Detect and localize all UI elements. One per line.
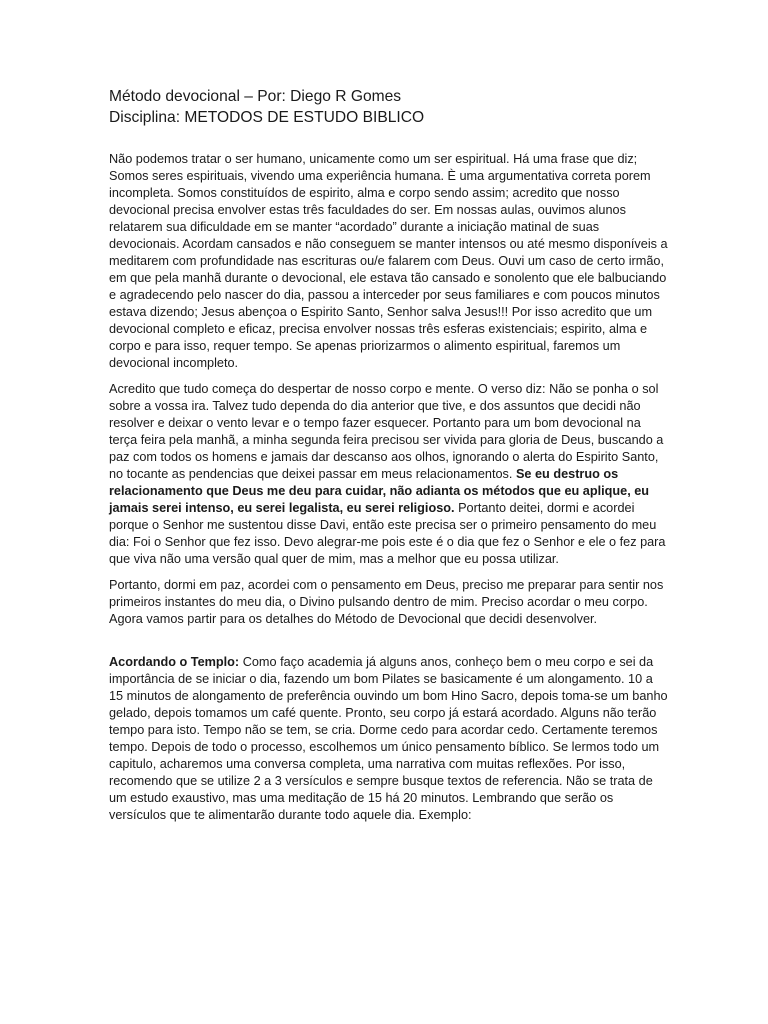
paragraph-2-text-b: Portanto deitei, dormi e acordei porque o Senhor me sustentou disse Davi, então este precisa ser o primeiro pensamento do meu dia: Foi o Senhor que fez isso. Devo alegrar-me pois este é o dia que fez o Senhor e ele o fez para que viva não uma versão qual quer de mim, mas a melhor que eu possa utilizar.: [109, 501, 666, 566]
paragraph-4-text: Como faço academia já alguns anos, conheço bem o meu corpo e sei da importância de se iniciar o dia, fazendo um bom Pilates se basicamente é um alongamento. 10 a 15 minutos de alongamento de preferência ouvindo um bom Hino Sacro, depois toma-se um banho gelado, depois tomamos um café quente. Pronto, seu corpo já estará acordado. Alguns não terão tempo para isto. Tempo não se tem, se cria. Dorme cedo para acordar cedo. Certamente teremos tempo. Depois de todo o processo, escolhemos um único pensamento bíblico. Se lermos todo um capitulo, acharemos uma conversa completa, uma narrativa com muitas reflexões. Por isso, recomendo que se utilize 2 a 3 versículos e sempre busque textos de referencia. Não se trata de um estudo exaustivo, mas uma meditação de 15 há 20 minutos. Lembrando que serão os versículos que te alimentarão durante todo aquele dia. Exemplo:: [109, 655, 668, 822]
document-body: [109, 151, 668, 824]
paragraph-2: [109, 381, 668, 568]
document-title: [109, 86, 668, 128]
title-line-2: Disciplina: METODOS DE ESTUDO BIBLICO: [109, 109, 425, 126]
paragraph-3: Portanto, dormi em paz, acordei com o pensamento em Deus, preciso me preparar para sentir nos primeiros instantes do meu dia, o Divino pulsando dentro de mim. Preciso acordar o meu corpo. Agora vamos partir para os detalhes do Método de Devocional que decidi desenvolver.: [109, 578, 664, 626]
paragraph-2-text-a: Acredito que tudo começa do despertar de nosso corpo e mente. O verso diz: Não se ponha o sol sobre a vossa ira. Talvez tudo dependa do dia anterior que tive, e dos assuntos que decidi não resolver e deixar o vento levar e o tempo fazer esquecer. Portanto para um bom devocional na terça feira pela manhã, a minha segunda feira precisou ser vivida para gloria de Deus, buscando a paz com todos os homens e jamais dar descanso aos olhos, ignorando o alerta do Espirito Santo, no tocante as pendencias que deixei passar em meus relacionamentos.: [109, 382, 664, 481]
section-heading-acordando: Acordando o Templo:: [109, 655, 240, 669]
paragraph-4: [109, 654, 668, 824]
paragraph-2-bold: Se eu destruo os relacionamento que Deus me deu para cuidar, não adianta os métodos que eu aplique, eu jamais serei intenso, eu serei legalista, eu serei religioso.: [109, 467, 650, 515]
paragraph-1: Não podemos tratar o ser humano, unicamente como um ser espiritual. Há uma frase que diz; Somos seres espirituais, vivendo uma experiência humana. È uma argumentativa correta porem incompleta. Somos constituídos de espirito, alma e corpo sendo assim; acredito que nosso devocional precisa envolver estas três faculdades do ser. Em nossas aulas, ouvimos alunos relatarem sua dificuldade em se manter “acordado” durante a iniciação matinal de suas devocionais. Acordam cansados e não conseguem se manter intensos ou até mesmo disponíveis a meditarem com profundidade nas escrituras ou/e falarem com Deus. Ouvi um caso de certo irmão, em que pela manhã durante o devocional, ele estava tão cansado e sonolento que ele balbuciando e agradecendo pelo nascer do dia, passou a interceder por seus familiares e com poucos minutos estava dizendo; Jesus abençoa o Espirito Santo, Senhor salva Jesus!!! Por isso acredito que um devocional completo e eficaz, precisa envolver nossas três esferas existenciais; espirito, alma e corpo e para isso, requer tempo. Se apenas priorizarmos o alimento espiritual, faremos um devocional incompleto.: [109, 152, 668, 370]
title-line-1: Método devocional – Por: Diego R Gomes: [109, 88, 402, 105]
